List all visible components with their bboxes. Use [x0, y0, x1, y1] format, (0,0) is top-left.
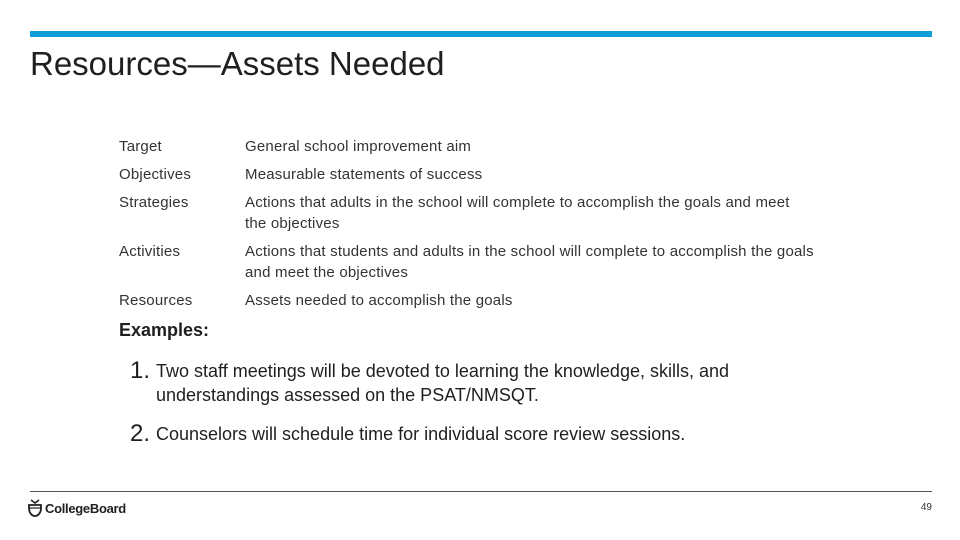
example-text: Counselors will schedule time for individual score review sessions.	[156, 424, 686, 444]
examples-list	[130, 358, 830, 461]
definition-term: Strategies	[119, 194, 189, 211]
definition-term: Target	[119, 138, 162, 155]
definition-desc: Assets needed to accomplish the goals	[245, 292, 513, 309]
example-text: Two staff meetings will be devoted to learning the knowledge, skills, and understandings assessed on the PSAT/NMSQT.	[156, 361, 729, 405]
definition-desc: General school improvement aim	[245, 138, 472, 155]
example-number: 1.	[130, 357, 151, 384]
definition-row	[119, 192, 839, 234]
page-number: 49	[920, 502, 932, 513]
college-board-logo	[28, 499, 126, 517]
definition-desc: Measurable statements of success	[245, 166, 483, 183]
definition-term: Resources	[119, 292, 193, 309]
examples-heading: Examples:	[119, 320, 210, 340]
definition-row	[119, 241, 839, 283]
example-item	[130, 421, 830, 447]
definition-term: Objectives	[119, 166, 192, 183]
top-accent-bar	[30, 31, 932, 37]
definition-row	[119, 290, 839, 311]
acorn-icon	[28, 499, 42, 517]
footer-divider	[30, 491, 932, 492]
definition-term: Activities	[119, 243, 181, 260]
example-number: 2.	[130, 420, 151, 447]
definition-desc: Actions that adults in the school will complete to accomplish the goals and meet the objectives	[245, 194, 790, 232]
logo-text: CollegeBoard	[45, 500, 126, 516]
definition-row	[119, 164, 839, 185]
definition-desc: Actions that students and adults in the school will complete to accomplish the goals and meet the objectives	[245, 243, 814, 281]
slide-title: Resources—Assets Needed	[30, 45, 445, 82]
definition-row	[119, 136, 839, 157]
example-item	[130, 358, 830, 407]
definitions-table	[119, 136, 839, 318]
